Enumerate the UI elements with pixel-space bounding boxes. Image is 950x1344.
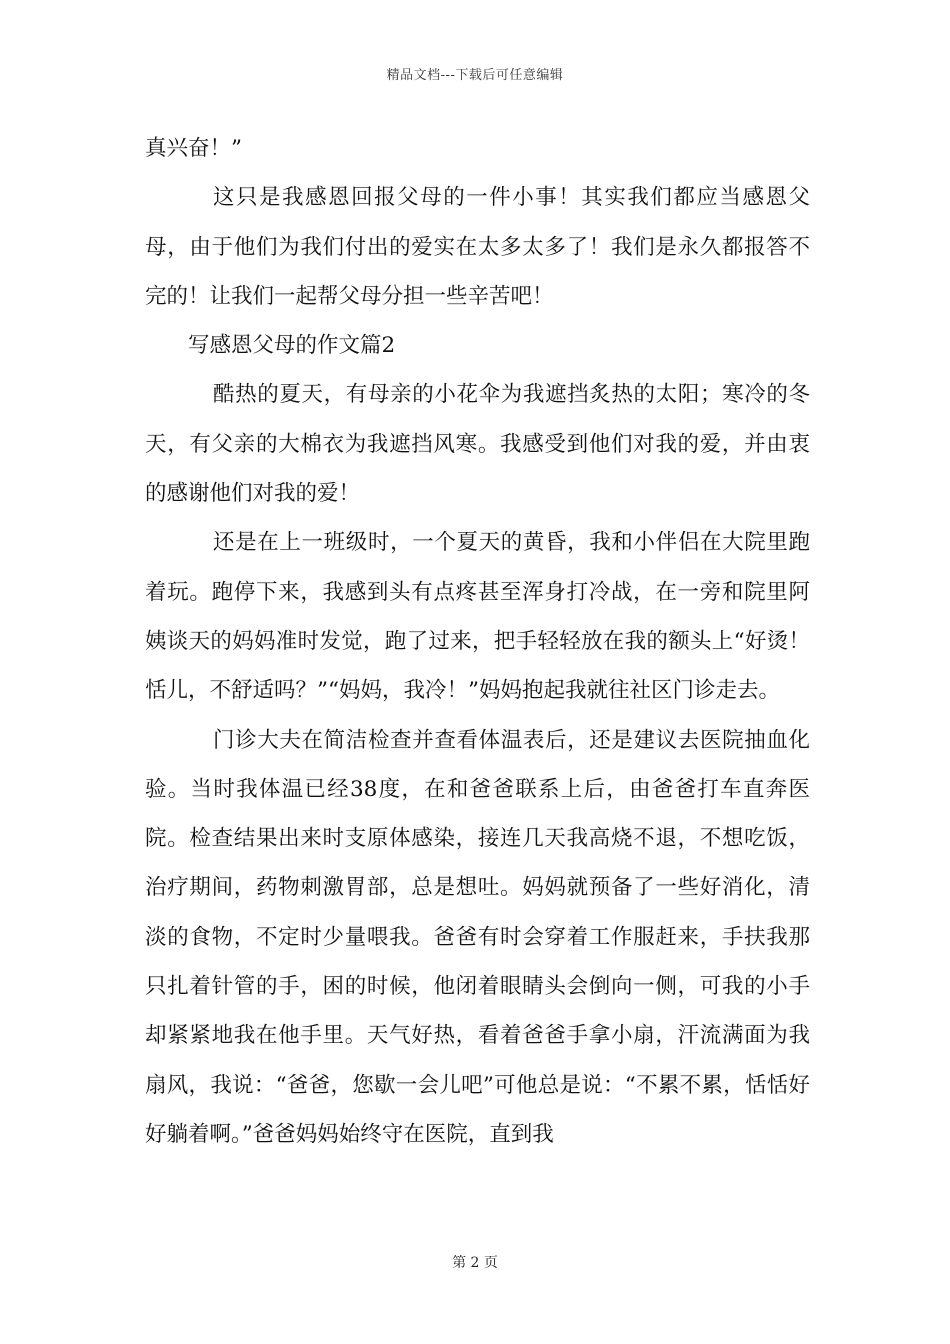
- paragraph: 还是在上一班级时，一个夏天的黄昏，我和小伴侣在大院里跑着玩。跑停下来，我感到头有点疼甚至浑身打冷战，在一旁和院里阿姨谈天的妈妈准时发觉，跑了过来，把手轻轻放在我的额头上“好烫！恬儿，不舒适吗？”“妈妈，我冷！”妈妈抱起我就往社区门诊走去。: [145, 530, 810, 704]
- section-heading: 写感恩父母的作文篇2: [188, 333, 396, 359]
- paragraph-continuation: 真兴奋！”: [145, 136, 242, 161]
- paragraph: 这只是我感恩回报父母的一件小事！其实我们都应当感恩父母，由于他们为我们付出的爱实在太多太多了！我们是永久都报答不完的！让我们一起帮父母分担一些辛苦吧！: [145, 185, 810, 309]
- page-header: 精品文档---下载后可任意编辑: [386, 68, 564, 83]
- page-number: 第 2 页: [452, 1255, 498, 1271]
- paragraph: 门诊大夫在简洁检查并查看体温表后，还是建议去医院抽血化验。当时我体温已经38度，在和爸爸联系上后，由爸爸打车直奔医院。检查结果出来时支原体感染，接连几天我高烧不退，不想吃饭，治疗期间，药物刺激胃部，总是想吐。妈妈就预备了一些好消化，清淡的食物，不定时少量喂我。爸爸有时会穿着工作服赶来，手扶我那只扎着针管的手，困的时候，他闭着眼睛头会倒向一侧，可我的小手却紧紧地我在他手里。天气好热，看着爸爸手拿小扇，汗流满面为我扇风，我说：“爸爸，您歇一会儿吧”可他总是说：“不累不累，恬恬好好躺着啊。”爸爸妈妈始终守在医院，直到我: [145, 727, 810, 1147]
- document-body: [145, 124, 810, 1159]
- paragraph: 酷热的夏天，有母亲的小花伞为我遮挡炙热的太阳；寒冷的冬天，有父亲的大棉衣为我遮挡风寒。我感受到他们对我的爱，并由衷的感谢他们对我的爱！: [145, 382, 810, 507]
